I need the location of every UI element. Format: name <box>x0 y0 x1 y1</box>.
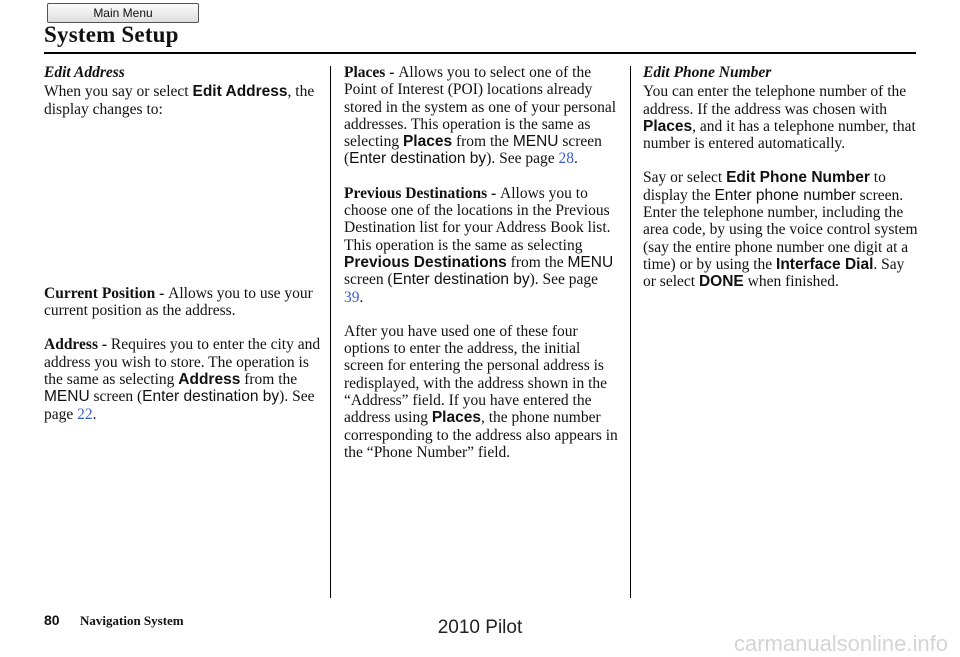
column-divider-2 <box>630 66 631 598</box>
site-watermark: carmanualsonline.info <box>733 631 948 656</box>
display-image-placeholder <box>44 135 324 285</box>
address-paragraph: Address - Requires you to enter the city and address you wish to store. The operation is the same as selecting Address from the MENU screen (Enter destination by). See page 22. <box>44 336 321 423</box>
current-position-paragraph: Current Position - Allows you to use your current position as the address. <box>44 284 313 320</box>
title-rule <box>44 52 916 54</box>
page-title: System Setup <box>44 22 179 47</box>
edit-phone-paragraph-2: Say or select Edit Phone Number to display the Enter phone number screen. Enter the telephone number, including the area code, by using the voice control system (say the entire phone number one digit at a time) or by using the Interface Dial. Say or select DONE when finished. <box>643 169 918 291</box>
edit-phone-heading: Edit Phone Number <box>643 64 772 81</box>
footer-section-title: Navigation System <box>80 613 184 628</box>
model-watermark: 2010 Pilot <box>437 617 523 638</box>
previous-destinations-paragraph: Previous Destinations - Allows you to choose one of the locations in the Previous Destination list for your Address Book list. This operation is the same as selecting Previous Destinations from the MENU screen (Enter destination by). See page 39. <box>344 184 614 306</box>
page-link-39[interactable]: 39 <box>344 288 360 306</box>
edit-address-intro: When you say or select Edit Address, the display changes to: <box>44 83 315 118</box>
page-link-28[interactable]: 28 <box>558 150 574 168</box>
edit-phone-paragraph-1: You can enter the telephone number of the address. If the address was chosen with Places, and it has a telephone number, that number is entered automatically. <box>643 83 916 153</box>
column-3 <box>643 64 919 308</box>
column-1 <box>44 64 324 440</box>
column-divider-1 <box>330 66 331 598</box>
main-menu-button[interactable]: Main Menu <box>47 3 199 23</box>
places-paragraph: Places - Allows you to select one of the Point of Interest (POI) locations already stored in the system as one of your personal addresses. This operation is the same as selecting Places from the MENU screen (Enter destination by). See page 28. <box>344 64 617 168</box>
page-link-22[interactable]: 22 <box>77 405 93 423</box>
column-2 <box>344 64 620 478</box>
edit-address-heading: Edit Address <box>44 64 125 81</box>
page-number: 80 <box>44 612 60 628</box>
after-options-paragraph: After you have used one of these four options to enter the address, the initial screen for entering the personal address is redisplayed, with the address shown in the “Address” field. If you have entered the address using Places, the phone number corresponding to the address also appears in the “Phone Number” field. <box>344 322 618 461</box>
